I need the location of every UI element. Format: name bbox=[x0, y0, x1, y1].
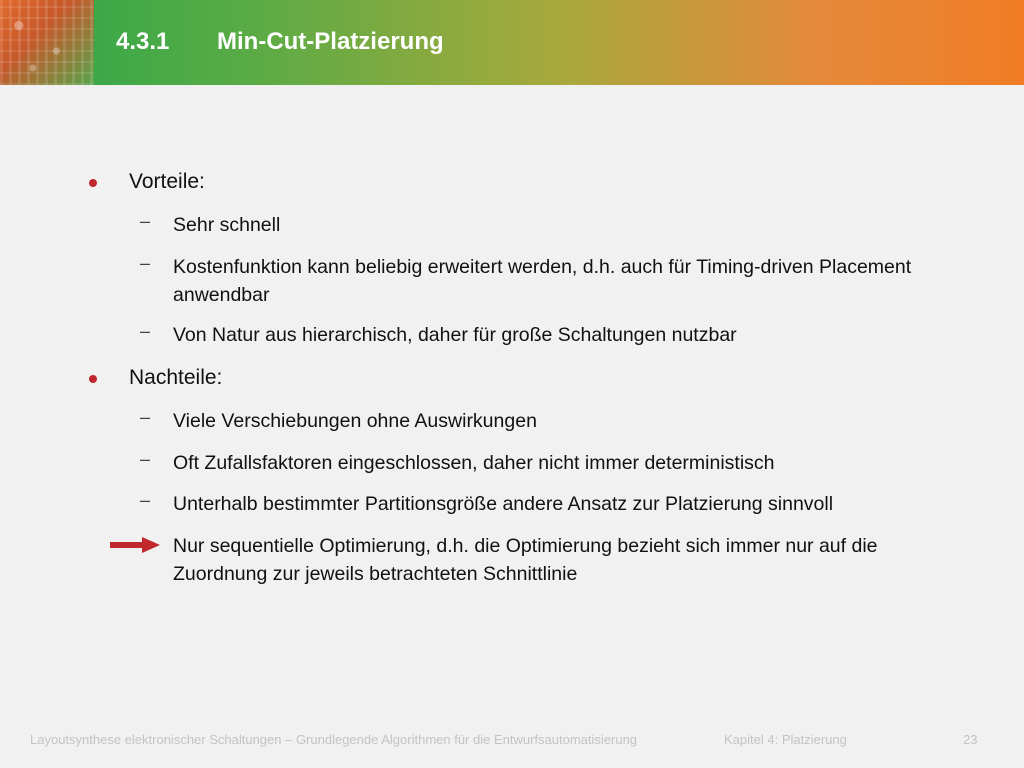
sub-item-text: Sehr schnell bbox=[173, 214, 281, 236]
footer-chapter: Kapitel 4: Platzierung bbox=[724, 732, 847, 747]
right-arrow-icon bbox=[110, 537, 160, 553]
sub-item-text: Von Natur aus hierarchisch, daher für große Schaltungen nutzbar bbox=[173, 324, 737, 346]
sub-item-text: Oft Zufallsfaktoren eingeschlossen, daher nicht immer deterministisch bbox=[173, 452, 775, 474]
slide-title: Min-Cut-Platzierung bbox=[217, 28, 444, 55]
dash-icon: – bbox=[140, 211, 151, 231]
dash-icon: – bbox=[140, 449, 151, 469]
sub-item-text: Unterhalb bestimmter Partitionsgröße andere Ansatz zur Platzierung sinnvoll bbox=[173, 493, 834, 515]
dash-icon: – bbox=[140, 253, 151, 273]
dash-icon: – bbox=[140, 407, 151, 427]
circuit-board-logo bbox=[0, 0, 94, 85]
footer bbox=[0, 732, 1024, 752]
sub-item-text: Nur sequentielle Optimierung, d.h. die Optimierung bezieht sich immer nur auf die Zuordnung zur jeweils betrachteten Schnittlinie bbox=[173, 535, 878, 585]
bullet-label-vorteile: Vorteile: bbox=[129, 170, 205, 193]
footer-course: Layoutsynthese elektronischer Schaltungen – Grundlegende Algorithmen für die Entwurfsautomatisierung bbox=[30, 732, 638, 747]
dash-icon: – bbox=[140, 321, 151, 341]
dash-icon: – bbox=[140, 490, 151, 510]
bullet-dot-icon bbox=[89, 375, 97, 383]
sub-item-text: Kostenfunktion kann beliebig erweitert werden, d.h. auch für Timing-driven Placement anwendbar bbox=[173, 256, 912, 306]
page-number: 23 bbox=[963, 732, 978, 747]
sub-item-text: Viele Verschiebungen ohne Auswirkungen bbox=[173, 410, 537, 432]
bullet-dot-icon bbox=[89, 179, 97, 187]
header-bar bbox=[0, 0, 1024, 85]
bullet-label-nachteile: Nachteile: bbox=[129, 366, 223, 389]
section-number: 4.3.1 bbox=[116, 28, 170, 55]
